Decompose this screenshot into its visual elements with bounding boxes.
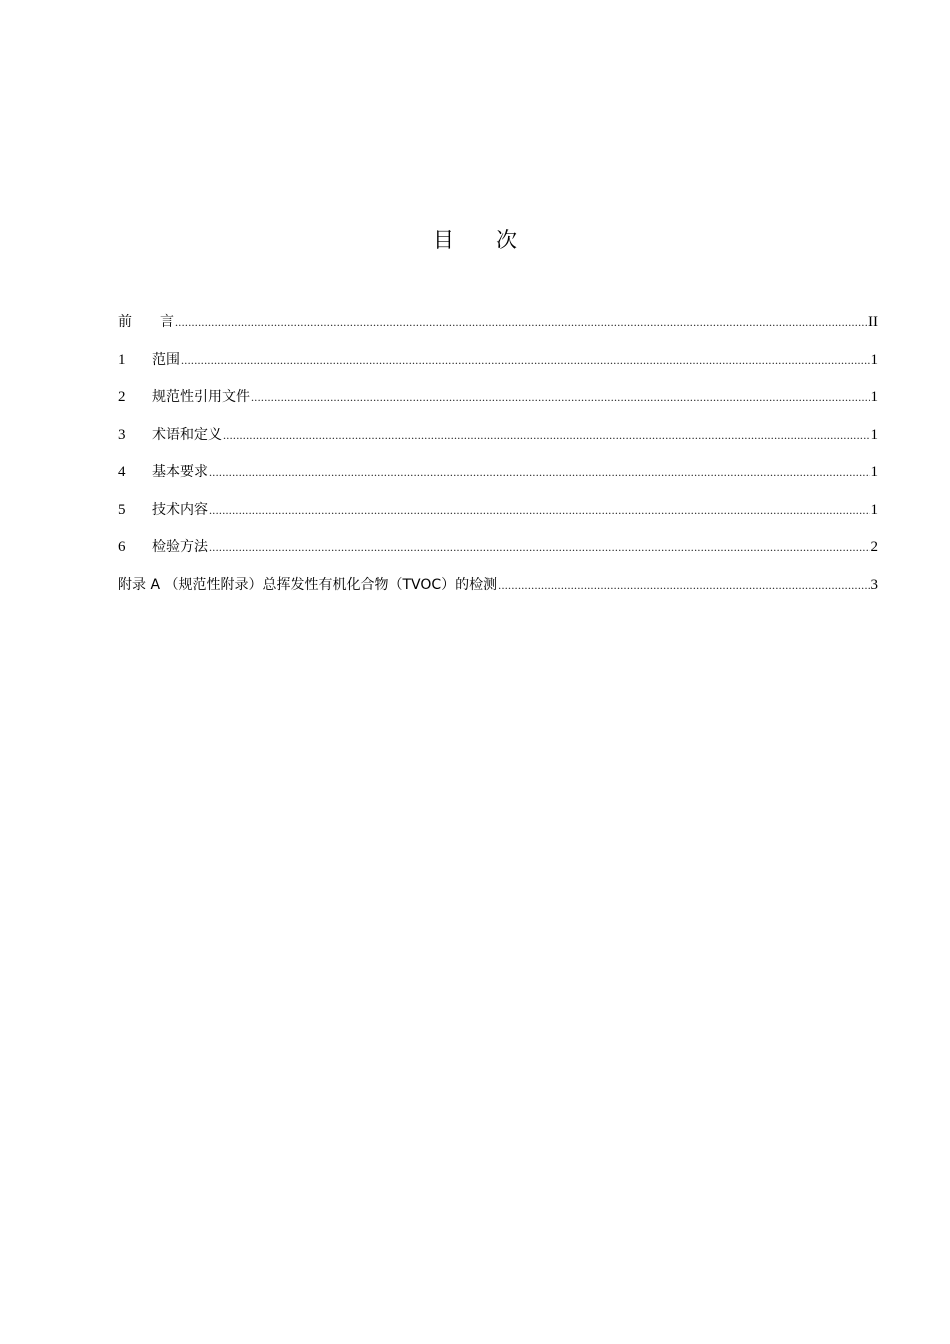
toc-dot-leader	[181, 348, 870, 372]
toc-entry-scope[interactable]	[118, 348, 878, 386]
toc-entry-page: 1	[870, 501, 878, 518]
toc-entry-text: 检验方法	[152, 539, 208, 555]
toc-entry-page: 1	[870, 426, 878, 443]
toc-dot-leader	[209, 535, 870, 559]
toc-entry-text: 技术内容	[152, 501, 208, 518]
toc-entry-text: 范围	[152, 351, 180, 368]
toc-entry-annex-a[interactable]	[118, 573, 878, 611]
page-title: 目 次	[433, 228, 517, 252]
toc-entry-basic-requirements[interactable]	[118, 460, 878, 498]
toc-entry-page: 3	[870, 576, 878, 593]
toc-entry-page: 1	[870, 351, 878, 368]
toc-entry-number: 4	[118, 464, 126, 480]
table-of-contents	[118, 310, 878, 610]
toc-dot-leader	[498, 573, 869, 597]
toc-dot-leader	[223, 423, 870, 447]
toc-entry-terms-definitions[interactable]	[118, 423, 878, 461]
toc-entry-technical-content[interactable]	[118, 498, 878, 536]
toc-entry-page: 1	[870, 389, 878, 405]
toc-dot-leader	[175, 310, 867, 334]
toc-entry-number: 6	[118, 539, 126, 555]
toc-entry-number: 1	[118, 351, 126, 368]
toc-entry-text: 基本要求	[152, 464, 208, 480]
toc-entry-foreword[interactable]	[118, 310, 878, 348]
toc-dot-leader	[251, 385, 870, 409]
toc-entry-page: 2	[870, 539, 878, 555]
toc-entry-text: 规范性引用文件	[152, 389, 250, 405]
toc-dot-leader	[209, 460, 870, 484]
toc-entry-number: 2	[118, 389, 126, 405]
toc-entry-test-methods[interactable]	[118, 535, 878, 573]
toc-entry-page: 1	[870, 464, 878, 480]
toc-entry-text: 前 言	[118, 314, 174, 330]
toc-entry-normative-references[interactable]	[118, 385, 878, 423]
toc-entry-number: 3	[118, 426, 126, 443]
toc-dot-leader	[209, 498, 870, 522]
toc-entry-text: 术语和定义	[152, 426, 222, 443]
toc-entry-number: 5	[118, 501, 126, 518]
toc-entry-page: II	[868, 314, 878, 330]
toc-entry-text: 附录 A （规范性附录）总挥发性有机化合物（TVOC）的检测	[118, 576, 498, 593]
